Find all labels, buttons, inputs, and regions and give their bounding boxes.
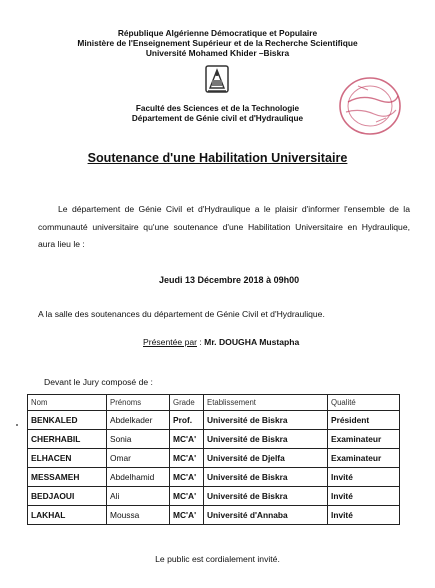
cell-qualite: Président (328, 411, 400, 430)
cell-grade: MC'A' (170, 487, 204, 506)
cell-nom: BEDJAOUI (28, 487, 107, 506)
col-header-prenoms: Prénoms (107, 395, 170, 411)
cell-qualite: Examinateur (328, 449, 400, 468)
cell-prenom: Sonia (107, 430, 170, 449)
cell-grade: MC'A' (170, 468, 204, 487)
margin-mark (16, 424, 18, 426)
cell-nom: LAKHAL (28, 506, 107, 525)
defense-date: Jeudi 13 Décembre 2018 à 09h00 (159, 275, 300, 285)
cell-prenom: Omar (107, 449, 170, 468)
department-name: Département de Génie civil et d'Hydraulique (131, 114, 304, 123)
cell-etablissement: Université d'Annaba (204, 506, 328, 525)
cell-etablissement: Université de Biskra (204, 487, 328, 506)
cell-qualite: Invité (328, 487, 400, 506)
page-title: Soutenance d'une Habilitation Universitaire (87, 151, 348, 165)
cell-grade: MC'A' (170, 430, 204, 449)
col-header-etablissement: Etablissement (204, 395, 328, 411)
presenter-label: Présentée par (143, 337, 197, 347)
header-university: Université Mohamed Khider –Biskra (145, 48, 290, 58)
jury-table-header (28, 395, 400, 411)
col-header-qualite: Qualité (328, 395, 400, 411)
col-header-grade: Grade (170, 395, 204, 411)
cell-grade: MC'A' (170, 449, 204, 468)
cell-nom: MESSAMEH (28, 468, 107, 487)
cell-etablissement: Université de Biskra (204, 468, 328, 487)
faculty-name: Faculté des Sciences et de la Technologie (135, 104, 300, 113)
cell-prenom: Abdelkader (107, 411, 170, 430)
jury-table (27, 394, 400, 525)
col-header-nom: Nom (28, 395, 107, 411)
cell-grade: Prof. (170, 411, 204, 430)
header-ministry: Ministère de l'Enseignement Supérieur et de la Recherche Scientifique (77, 38, 358, 48)
intro-paragraph: Le département de Génie Civil et d'Hydraulique a le plaisir d'informer l'ensemble de la communauté universitaire qu'une soutenance d'une Habilitation Universitaire en Hydraulique, aura lieu le : (38, 204, 410, 249)
cell-qualite: Invité (328, 506, 400, 525)
cell-qualite: Invité (328, 468, 400, 487)
presenter-separator: : (196, 337, 205, 347)
cell-prenom: Ali (107, 487, 170, 506)
cell-nom: ELHACEN (28, 449, 107, 468)
closing-note: Le public est cordialement invité. (155, 554, 280, 564)
cell-grade: MC'A' (170, 506, 204, 525)
cell-prenom: Moussa (107, 506, 170, 525)
table-row (28, 487, 400, 506)
cell-etablissement: Université de Biskra (204, 411, 328, 430)
table-row (28, 468, 400, 487)
defense-location: A la salle des soutenances du département de Génie Civil et d'Hydraulique. (38, 309, 325, 319)
presenter-line (143, 337, 299, 347)
cell-qualite: Examinateur (328, 430, 400, 449)
table-row (28, 430, 400, 449)
header-republic: République Algérienne Démocratique et Populaire (117, 28, 318, 38)
jury-intro: Devant le Jury composé de : (44, 377, 153, 387)
cell-etablissement: Université de Biskra (204, 430, 328, 449)
presenter-name: Mr. DOUGHA Mustapha (204, 337, 300, 347)
cell-nom: BENKALED (28, 411, 107, 430)
cell-nom: CHERHABIL (28, 430, 107, 449)
official-stamp-icon (328, 72, 408, 142)
cell-prenom: Abdelhamid (107, 468, 170, 487)
cell-etablissement: Université de Djelfa (204, 449, 328, 468)
university-logo-icon (200, 62, 234, 96)
table-row (28, 449, 400, 468)
table-row (28, 411, 400, 430)
table-row (28, 506, 400, 525)
